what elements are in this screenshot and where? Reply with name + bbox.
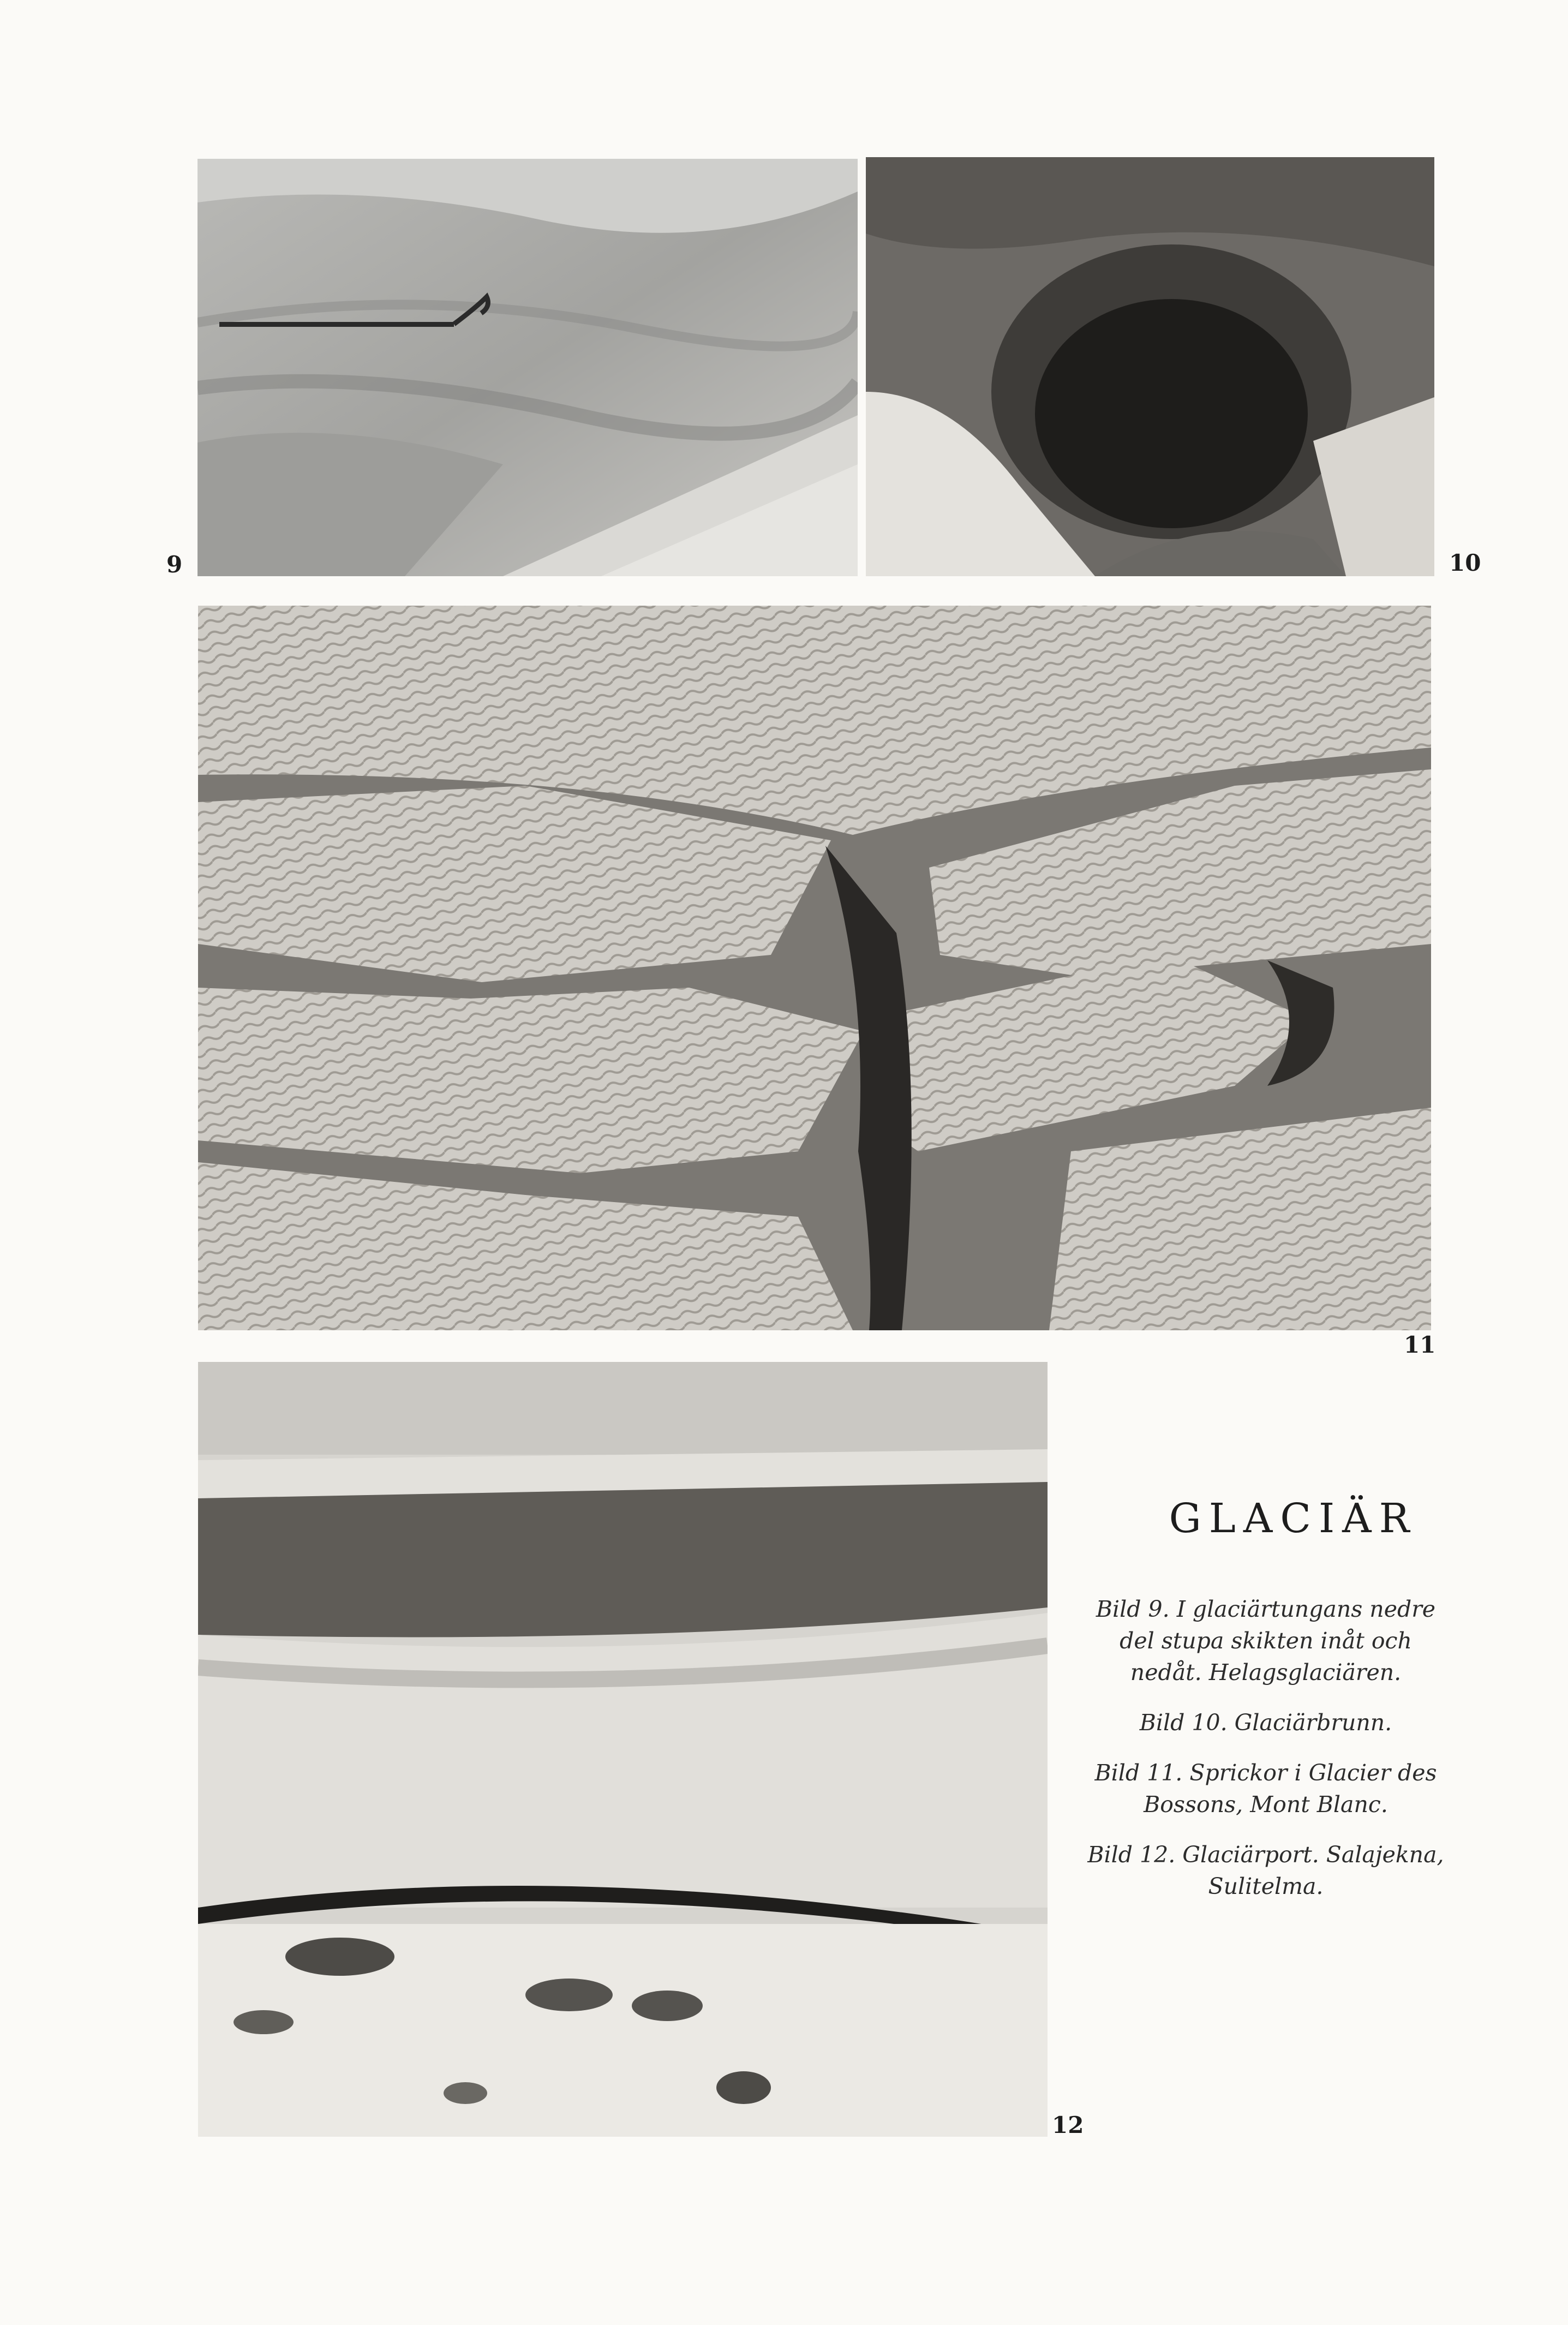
figure-number-10: 10 xyxy=(1449,549,1481,576)
photo-fig-11 xyxy=(198,606,1431,1330)
figure-number-11: 11 xyxy=(1404,1331,1436,1358)
section-heading: GLACIÄR xyxy=(1169,1495,1417,1542)
figure-number-12: 12 xyxy=(1052,2112,1084,2138)
photo-fig-10 xyxy=(866,157,1434,576)
caption-fig-9: Bild 9. I glaciärtungans nedre del stupa skikten inåt och nedåt. Helagsglaciären. xyxy=(1096,1596,1436,1686)
figure-number-9: 9 xyxy=(166,551,183,578)
caption-block xyxy=(1086,1593,1446,1921)
caption-fig-11: Bild 11. Sprickor i Glacier des Bossons, Mont Blanc. xyxy=(1094,1760,1437,1818)
caption-fig-10: Bild 10. Glaciärbrunn. xyxy=(1139,1710,1392,1736)
photo-fig-12 xyxy=(198,1362,1048,2137)
caption-fig-12: Bild 12. Glaciärport. Salajekna, Sulitelma. xyxy=(1087,1842,1444,1899)
photo-fig-9 xyxy=(198,159,858,576)
